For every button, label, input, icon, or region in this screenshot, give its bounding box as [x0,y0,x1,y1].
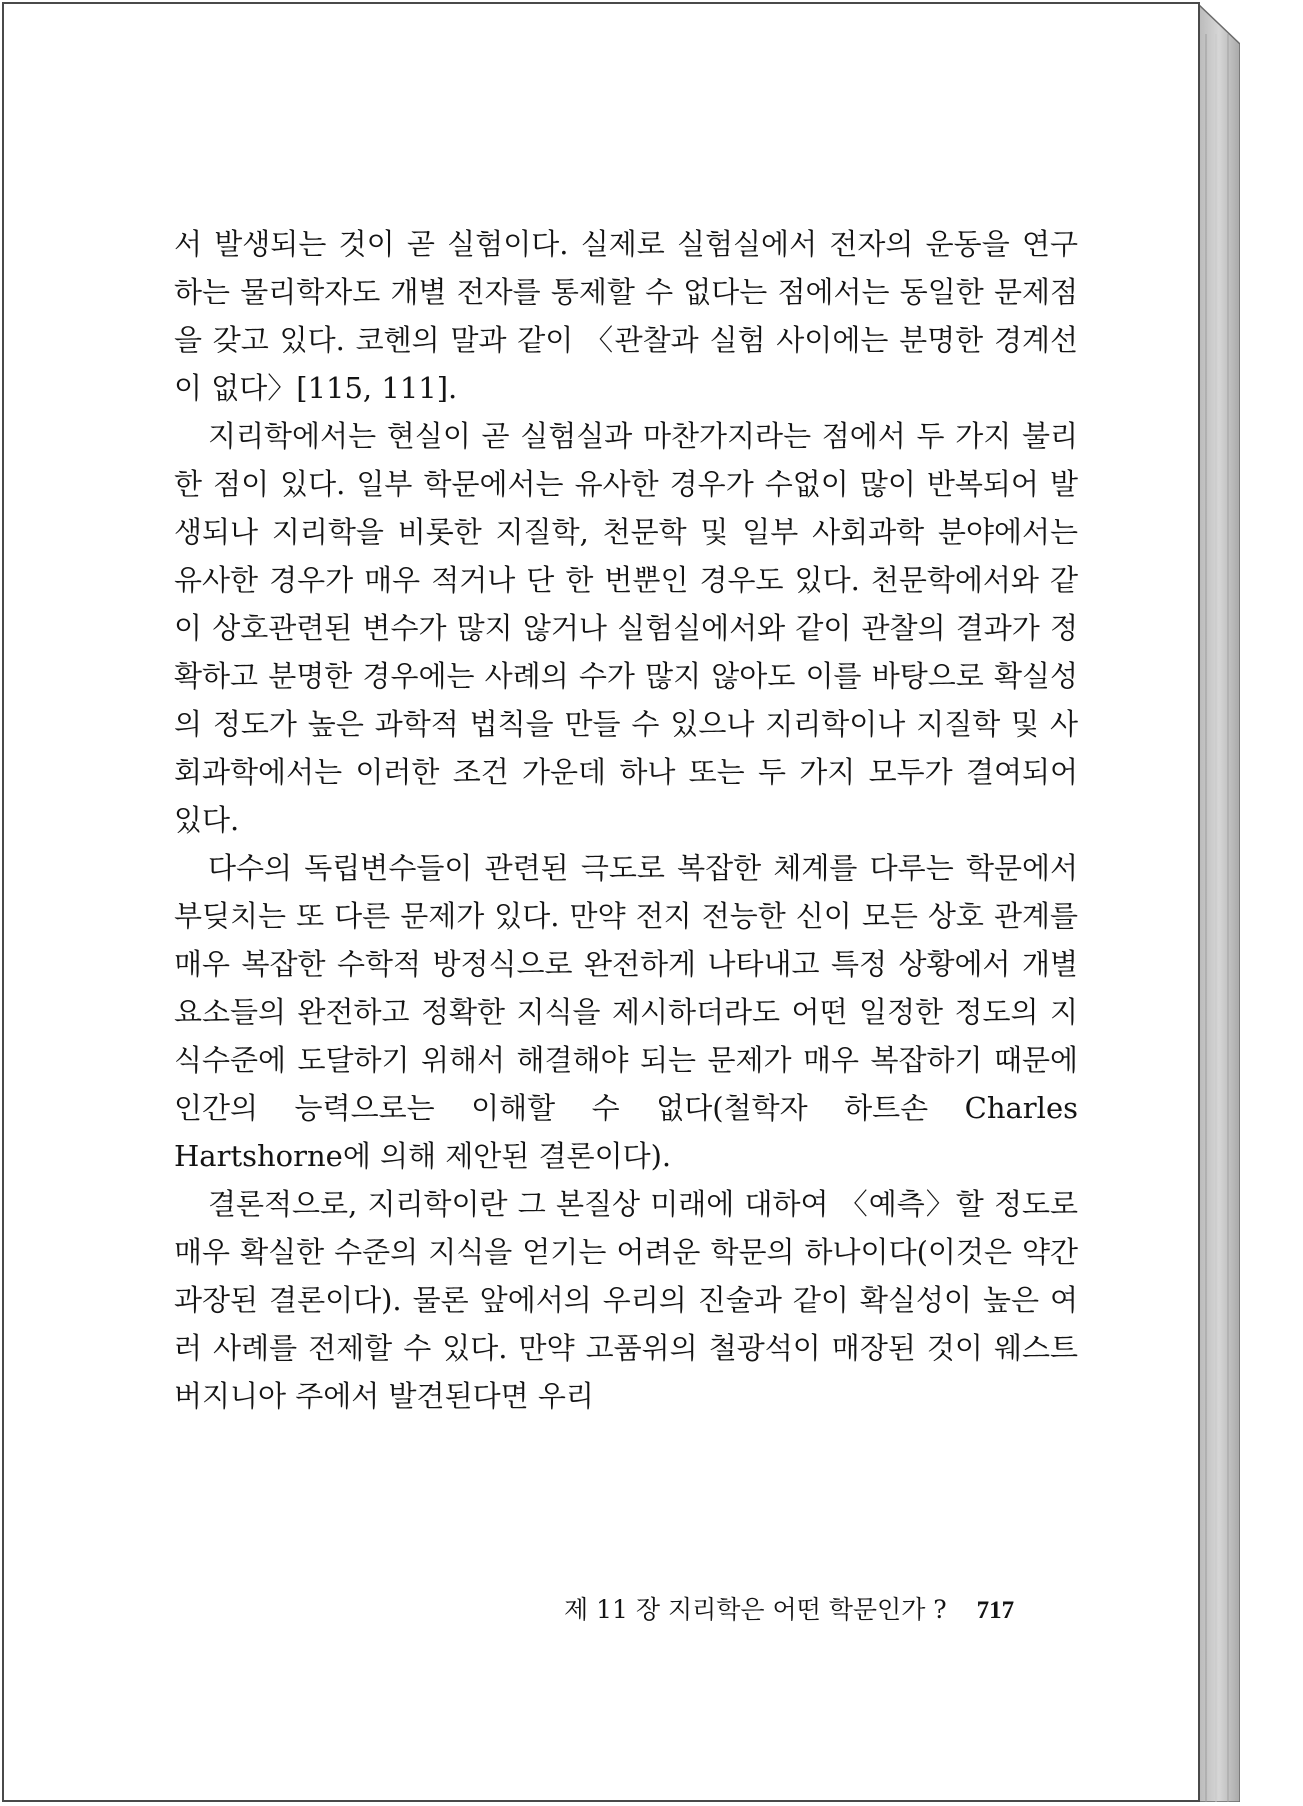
body-text [174,220,1078,1420]
book-page [2,2,1200,1802]
paragraph: 다수의 독립변수들이 관련된 극도로 복잡한 체계를 다루는 학문에서 부딪치는 또 다른 문제가 있다. 만약 전지 전능한 신이 모든 상호 관계를 매우 복잡한 수학적 방정식으로 완전하게 나타내고 특정 상황에서 개별 요소들의 완전하고 정확한 지식을 제시하더라도 어떤 일정한 정도의 지식수준에 도달하기 위해서 해결해야 되는 문제가 매우 복잡하기 때문에 인간의 능력으로는 이해할 수 없다(철학자 하트손 Charles Hartshorne에 의해 제안된 결론이다). [174,851,1078,1173]
paragraph: 지리학에서는 현실이 곧 실험실과 마찬가지라는 점에서 두 가지 불리한 점이 있다. 일부 학문에서는 유사한 경우가 수없이 많이 반복되어 발생되나 지리학을 비롯한 지질학, 천문학 및 일부 사회과학 분야에서는 유사한 경우가 매우 적거나 단 한 번뿐인 경우도 있다. 천문학에서와 같이 상호관련된 변수가 많지 않거나 실험실에서와 같이 관찰의 결과가 정확하고 분명한 경우에는 사례의 수가 많지 않아도 이를 바탕으로 확실성의 정도가 높은 과학적 법칙을 만들 수 있으나 지리학이나 지질학 및 사회과학에서는 이러한 조건 가운데 하나 또는 두 가지 모두가 결여되어 있다. [174,419,1078,837]
page-footer [564,1590,1064,1626]
paragraph: 결론적으로, 지리학이란 그 본질상 미래에 대하여 〈예측〉할 정도로 매우 확실한 수준의 지식을 얻기는 어려운 학문의 하나이다(이것은 약간 과장된 결론이다). 물론 앞에서의 우리의 진술과 같이 확실성이 높은 여러 사례를 전제할 수 있다. 만약 고품위의 철광석이 매장된 것이 웨스트 버지니아 주에서 발견된다면 우리 [174,1187,1078,1413]
paragraph: 서 발생되는 것이 곧 실험이다. 실제로 실험실에서 전자의 운동을 연구하는 물리학자도 개별 전자를 통제할 수 없다는 점에서는 동일한 문제점을 갖고 있다. 코헨의 말과 같이 〈관찰과 실험 사이에는 분명한 경계선이 없다〉[115, 111]. [174,227,1078,405]
book-edge [1198,4,1240,1802]
running-head: 제 11 장 지리학은 어떤 학문인가 ? [564,1595,947,1624]
page-number: 717 [976,1597,1015,1624]
